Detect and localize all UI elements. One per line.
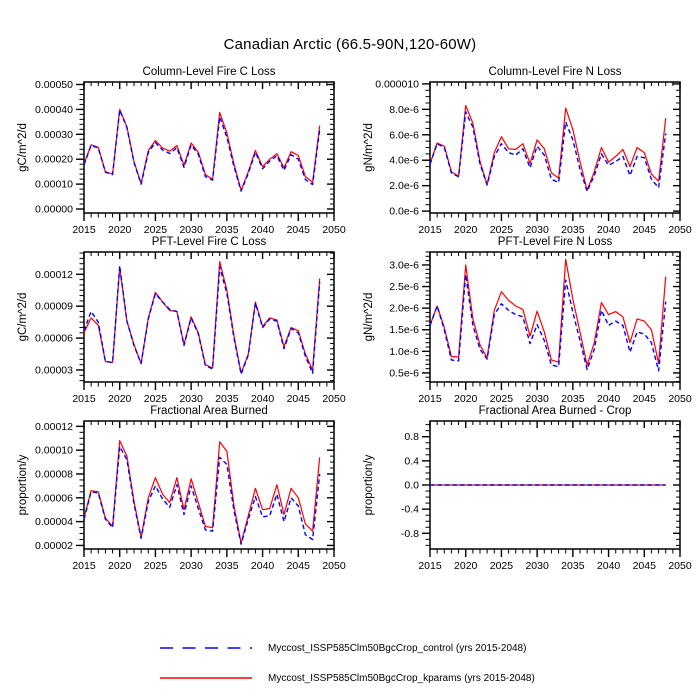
y-tick-label: 0.4 bbox=[404, 455, 419, 468]
series-line-kparams bbox=[84, 109, 320, 190]
y-tick-label: 0.00009 bbox=[35, 300, 73, 313]
y-tick-label: 0.00004 bbox=[35, 516, 73, 529]
y-tick-label: 0.0e-6 bbox=[389, 205, 419, 218]
x-tick-label: 2040 bbox=[596, 393, 621, 405]
series-line-control bbox=[430, 112, 666, 191]
x-tick-label: 2020 bbox=[108, 393, 132, 405]
y-tick-label: 0.00010 bbox=[35, 444, 73, 457]
y-tick-label: 0.00000 bbox=[35, 203, 73, 216]
x-tick-label: 2030 bbox=[179, 560, 203, 572]
y-axis-label: gC/m^2/d bbox=[17, 123, 29, 172]
plot-title: PFT-Level Fire C Loss bbox=[151, 236, 267, 248]
y-tick-label: 1.0e-6 bbox=[389, 345, 419, 358]
series-line-control bbox=[84, 266, 320, 374]
series-line-control bbox=[430, 275, 666, 371]
plot-frame bbox=[84, 421, 334, 549]
x-tick-label: 2045 bbox=[286, 393, 310, 405]
plot-title: Column-Level Fire C Loss bbox=[142, 66, 276, 78]
x-tick-label: 2050 bbox=[668, 393, 692, 405]
plot-title: Column-Level Fire N Loss bbox=[488, 66, 622, 78]
plot-fractional-area-burned bbox=[12, 399, 348, 585]
plot-frame bbox=[84, 252, 334, 382]
plot-fractional-area-burned-crop bbox=[358, 399, 694, 585]
x-tick-label: 2035 bbox=[215, 224, 239, 236]
plot-title: PFT-Level Fire N Loss bbox=[497, 236, 613, 248]
y-tick-label: 0.00002 bbox=[35, 539, 73, 552]
y-tick-label: 0.00003 bbox=[35, 364, 73, 377]
plot-column-level-fire-c-loss bbox=[12, 60, 348, 248]
y-axis-label: proportion/y bbox=[363, 454, 375, 516]
y-tick-label: 3.0e-6 bbox=[389, 259, 419, 272]
x-tick-label: 2030 bbox=[179, 224, 203, 236]
x-tick-label: 2040 bbox=[250, 560, 275, 572]
x-tick-label: 2040 bbox=[250, 393, 275, 405]
y-tick-label: 0.00006 bbox=[35, 492, 73, 505]
x-tick-label: 2045 bbox=[632, 560, 656, 572]
y-tick-label: 0.8 bbox=[404, 431, 419, 444]
plot-column-level-fire-n-loss bbox=[358, 60, 694, 248]
y-tick-label: 0.5e-6 bbox=[389, 367, 419, 380]
x-tick-label: 2050 bbox=[322, 393, 346, 405]
x-tick-label: 2015 bbox=[418, 560, 442, 572]
plot-title: Fractional Area Burned - Crop bbox=[478, 405, 632, 417]
y-tick-label: 0.00030 bbox=[35, 128, 73, 141]
y-tick-label: 0.00050 bbox=[35, 78, 73, 91]
x-tick-label: 2020 bbox=[108, 560, 132, 572]
y-axis-label: gN/m^2/d bbox=[363, 123, 375, 172]
series-line-control bbox=[84, 110, 320, 191]
figure-title: Canadian Arctic (66.5-90N,120-60W) bbox=[223, 36, 477, 53]
y-tick-label: 0.00006 bbox=[35, 332, 73, 345]
x-tick-label: 2040 bbox=[250, 224, 275, 236]
y-tick-label: 0.000010 bbox=[375, 78, 419, 91]
y-tick-label: 0.0 bbox=[404, 479, 419, 492]
y-tick-label: 1.5e-6 bbox=[389, 324, 419, 337]
y-tick-label: 8.0e-6 bbox=[389, 103, 419, 116]
y-tick-label: -0.4 bbox=[400, 503, 419, 516]
x-tick-label: 2015 bbox=[72, 224, 96, 236]
x-tick-label: 2025 bbox=[143, 560, 168, 572]
x-tick-label: 2035 bbox=[215, 393, 239, 405]
y-tick-label: 2.0e-6 bbox=[389, 180, 419, 193]
legend-label-control: Myccost_ISSP585Clm50BgcCrop_control (yrs 2015-2048) bbox=[268, 642, 527, 654]
legend-item-control bbox=[160, 633, 535, 663]
x-tick-label: 2050 bbox=[668, 224, 692, 236]
x-tick-label: 2025 bbox=[489, 393, 514, 405]
x-tick-label: 2045 bbox=[632, 224, 656, 236]
x-tick-label: 2045 bbox=[632, 393, 656, 405]
y-axis-label: gC/m^2/d bbox=[17, 292, 29, 342]
x-tick-label: 2035 bbox=[561, 224, 585, 236]
legend-line-kparams-solid-sample bbox=[160, 675, 252, 681]
x-tick-label: 2030 bbox=[525, 393, 549, 405]
y-tick-label: 0.00040 bbox=[35, 103, 73, 116]
x-tick-label: 2040 bbox=[596, 560, 621, 572]
x-tick-label: 2020 bbox=[108, 224, 132, 236]
x-tick-label: 2035 bbox=[561, 560, 585, 572]
x-tick-label: 2050 bbox=[322, 560, 346, 572]
y-axis-label: proportion/y bbox=[17, 454, 29, 516]
y-axis-label: gN/m^2/d bbox=[363, 292, 375, 342]
x-tick-label: 2030 bbox=[525, 224, 549, 236]
plot-pft-level-fire-c-loss bbox=[12, 230, 348, 416]
x-tick-label: 2030 bbox=[179, 393, 203, 405]
y-tick-label: 0.00012 bbox=[35, 420, 73, 433]
x-tick-label: 2020 bbox=[454, 224, 478, 236]
x-tick-label: 2025 bbox=[143, 393, 168, 405]
legend-line-control-dashed-sample bbox=[160, 645, 252, 651]
y-tick-label: 2.0e-6 bbox=[389, 302, 419, 315]
x-tick-label: 2020 bbox=[454, 393, 478, 405]
y-tick-label: 0.00008 bbox=[35, 468, 73, 481]
plot-frame bbox=[84, 82, 334, 213]
plot-frame bbox=[430, 82, 680, 213]
x-tick-label: 2025 bbox=[489, 560, 514, 572]
x-tick-label: 2050 bbox=[322, 224, 346, 236]
plot-pft-level-fire-n-loss bbox=[358, 230, 694, 416]
y-tick-label: 2.5e-6 bbox=[389, 281, 419, 294]
x-tick-label: 2015 bbox=[72, 560, 96, 572]
x-tick-label: 2045 bbox=[286, 560, 310, 572]
y-tick-label: 0.00020 bbox=[35, 153, 73, 166]
x-tick-label: 2050 bbox=[668, 560, 692, 572]
legend bbox=[160, 633, 535, 693]
x-tick-label: 2015 bbox=[72, 393, 96, 405]
plot-frame bbox=[430, 252, 680, 382]
x-tick-label: 2030 bbox=[525, 560, 549, 572]
x-tick-label: 2015 bbox=[418, 224, 442, 236]
x-tick-label: 2025 bbox=[143, 224, 168, 236]
y-tick-label: 6.0e-6 bbox=[389, 129, 419, 142]
x-tick-label: 2045 bbox=[286, 224, 310, 236]
legend-item-kparams bbox=[160, 663, 535, 693]
x-tick-label: 2020 bbox=[454, 560, 478, 572]
x-tick-label: 2035 bbox=[561, 393, 585, 405]
series-line-control bbox=[84, 447, 320, 545]
y-tick-label: 0.00010 bbox=[35, 178, 73, 191]
legend-label-kparams: Myccost_ISSP585Clm50BgcCrop_kparams (yrs 2015-2048) bbox=[268, 672, 535, 684]
y-tick-label: 0.00012 bbox=[35, 268, 73, 281]
plot-title: Fractional Area Burned bbox=[150, 405, 268, 417]
x-tick-label: 2025 bbox=[489, 224, 514, 236]
y-tick-label: -0.8 bbox=[400, 527, 419, 540]
x-tick-label: 2040 bbox=[596, 224, 621, 236]
y-tick-label: 4.0e-6 bbox=[389, 154, 419, 167]
x-tick-label: 2015 bbox=[418, 393, 442, 405]
x-tick-label: 2035 bbox=[215, 560, 239, 572]
